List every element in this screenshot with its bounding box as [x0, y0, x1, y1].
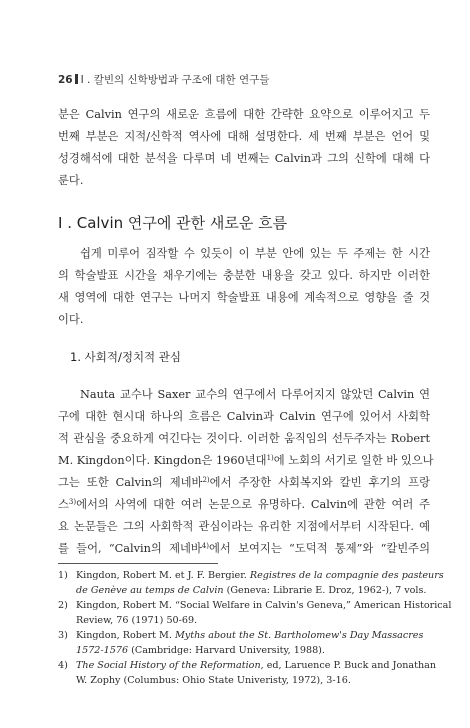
text-segment: 에서의 사역에 대한 여러 논문으로 유명하다. Calvin에 관한 여러 주 — [76, 498, 430, 511]
footnote-title: The Social History of the Reformation — [76, 660, 261, 671]
subsection-paragraph — [58, 384, 434, 560]
subsection-heading: 1. 사회적/정치적 관심 — [70, 350, 182, 364]
footnote-ref: 2) — [202, 476, 210, 484]
text-line: Nauta 교수나 Saxer 교수의 연구에서 다루어지지 않았던 Calvin 연 — [80, 388, 430, 401]
page-number: 26 — [58, 74, 73, 86]
footnote-text: (Cambridge: Harvard University, 1988). — [128, 645, 325, 656]
text-line: 의 학술발표 시간을 채우기에는 충분한 내용을 갖고 있다. 하지만 이러한 — [58, 269, 430, 282]
footnote-number: 3) — [58, 630, 68, 641]
footnote-1 — [58, 568, 444, 598]
section-heading: I . Calvin 연구에 관한 새로운 흐름 — [58, 214, 288, 232]
text-line: 적 관심을 중요하게 여긴다는 것이다. 이러한 움직임의 선두주자는 Robert — [58, 432, 430, 445]
footnote-2 — [58, 598, 452, 628]
footnote-title: 1572-1576 — [76, 645, 129, 656]
text-segment: 스 — [58, 498, 69, 511]
footnote-line — [76, 583, 430, 598]
footnote-line — [76, 568, 444, 583]
running-header — [58, 72, 269, 87]
footnote-divider — [58, 563, 218, 564]
footnote-line — [76, 628, 430, 643]
footnote-ref: 4) — [201, 542, 210, 550]
intro-paragraph — [58, 104, 430, 192]
chapter-title: I . 칼빈의 신학방법과 구조에 대한 연구들 — [80, 74, 270, 86]
text-segment: 그는 또한 Calvin의 제네바 — [58, 476, 203, 489]
footnote-line: Kingdon, Robert M. “Social Welfare in Calvin's Geneva,” American Historical — [76, 600, 452, 611]
footnote-title: de Genève au temps de Calvin — [76, 585, 224, 596]
text-segment: 에 노회의 서기로 일한 바 있으나 — [273, 454, 434, 467]
footnote-3 — [58, 628, 430, 658]
header-divider — [75, 74, 78, 84]
footnote-number: 1) — [58, 570, 68, 581]
text-line: 분은 Calvin 연구의 새로운 흐름에 대한 간략한 요약으로 이루어지고 두 — [58, 108, 430, 121]
text-line: 이다. — [58, 313, 84, 326]
footnote-text: Kingdon, Robert M. et J. F. Bergier. — [76, 570, 250, 581]
footnote-line — [76, 643, 430, 658]
footnote-line: W. Zophy (Columbus: Ohio State Univeristy, 1972), 3-16. — [76, 675, 351, 686]
footnote-ref: 1) — [266, 454, 274, 462]
footnotes — [58, 568, 452, 688]
text-line: 번째 부분은 지적/신학적 역사에 대해 설명한다. 세 번째 부분은 언어 및 — [58, 130, 430, 143]
footnote-text: (Geneva: Librarie E. Droz, 1962-), 7 vols. — [223, 585, 427, 596]
section-paragraph — [58, 243, 430, 331]
text-segment: 에서 보여지는 “도덕적 통제”와 “칼빈주의 — [209, 542, 431, 555]
text-line — [58, 494, 430, 516]
footnote-title: Registres de la compagnie des pasteurs — [249, 570, 444, 581]
text-segment: M. Kingdon이다. Kingdon은 1960년대 — [58, 454, 267, 467]
text-line — [58, 472, 430, 494]
footnote-line: Review, 76 (1971) 50-69. — [76, 615, 198, 626]
text-segment: 에서 주장한 사회복지와 칼빈 후기의 프랑 — [209, 476, 430, 489]
text-line: 성경해석에 대한 분석을 다루며 네 번째는 Calvin과 그의 신학에 대해 다 — [58, 152, 430, 165]
footnote-number: 4) — [58, 660, 68, 671]
text-line: 쉽게 미루어 짐작할 수 있듯이 이 부분 안에 있는 두 주제는 한 시간 — [80, 247, 430, 260]
footnote-number: 2) — [58, 600, 68, 611]
footnote-text: , ed, Laruence P. Buck and Jonathan — [260, 660, 437, 671]
footnote-4 — [58, 658, 437, 688]
footnote-text: Kingdon, Robert M. — [76, 630, 175, 641]
text-line — [58, 450, 434, 472]
footnote-line — [76, 658, 437, 673]
text-line: 새 영역에 대한 연구는 나머지 학술발표 내용에 계속적으로 영향을 줄 것 — [58, 291, 430, 304]
footnote-title: Myths about the St. Bartholomew's Day Massacres — [174, 630, 424, 641]
text-line: 룬다. — [58, 174, 84, 187]
footnote-ref: 3) — [68, 498, 77, 506]
text-segment: 를 들어, “Calvin의 제네바 — [58, 542, 202, 555]
text-line: 요 논문들은 그의 사회학적 관심이라는 유리한 지점에서부터 시작된다. 예 — [58, 520, 430, 533]
text-line — [58, 538, 430, 560]
text-line: 구에 대한 현시대 하나의 흐름은 Calvin과 Calvin 연구에 있어서 사회학 — [58, 410, 430, 423]
